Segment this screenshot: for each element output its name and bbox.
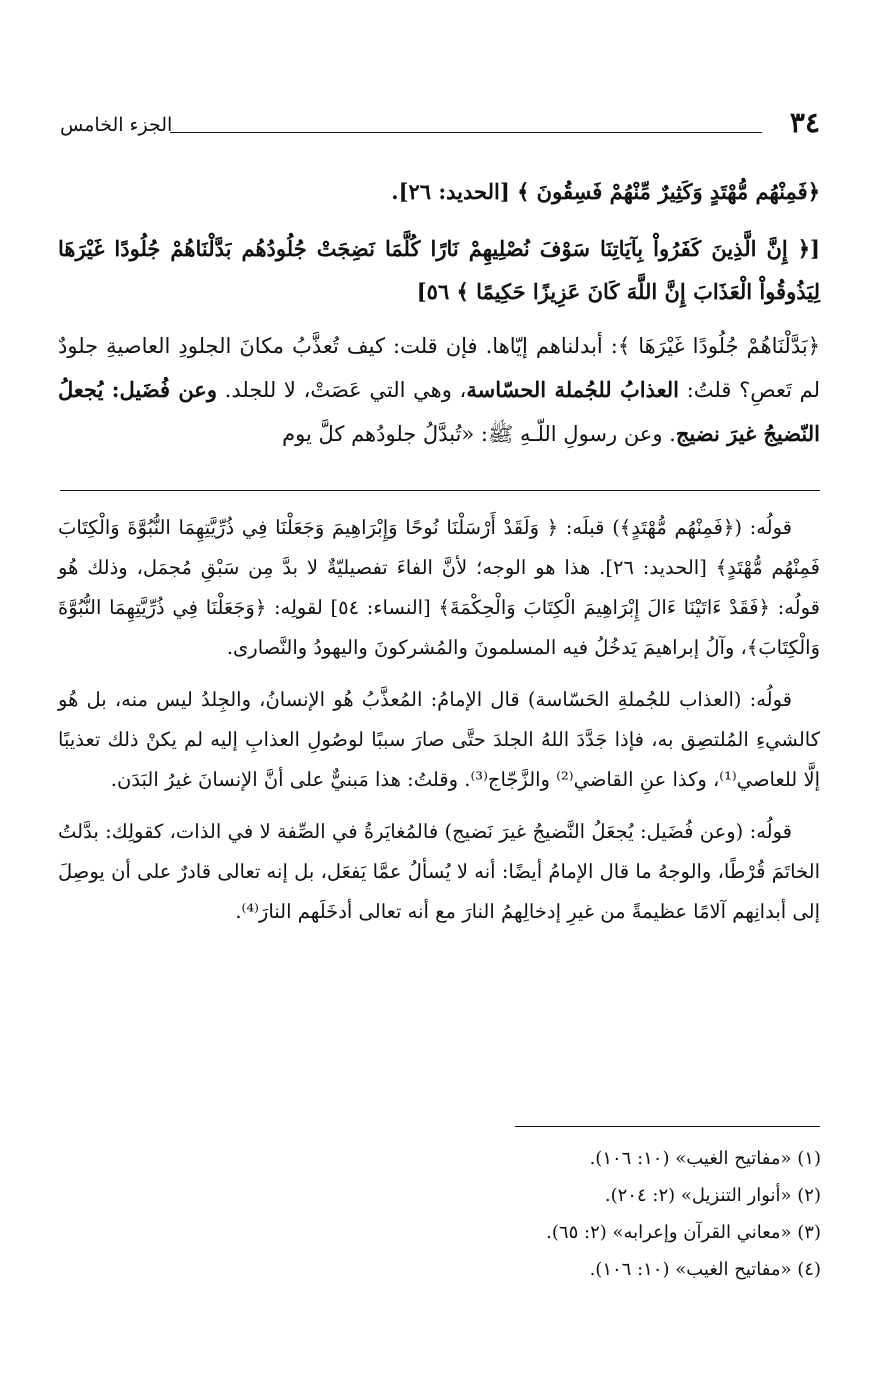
- tafsir-bold-phrase: العذابُ للجُملة الحسّاسة: [466, 377, 680, 402]
- footnote-2: (٢) «أنوار التنزيل» (٢: ٢٠٤).: [604, 1185, 821, 1206]
- header-rule: [170, 132, 762, 133]
- commentary-paragraph-2: قولُه: (العذاب للجُملةِ الحَسّاسة) قال الإمامُ: المُعذَّبُ هُو الإنسانُ، والجِلدُ ليس منه، بل هُو كالشيءِ المُلتصِق به، فإذا جَدَّدَ اللهُ الجلدَ حتَّى صارَ سببًا لوصُولِ العذابِ إليه لم يكنْ ذلك تعذيبًا إلَّا للعاصي⁽¹⁾، وكذا عنِ القاضي⁽²⁾ والزَّجّاج⁽³⁾. وقلتُ: هذا مَبنيٌّ على أنَّ الإنسانَ غيرُ البَدَن.: [58, 688, 820, 791]
- tafsir-hadith: . وعن رسولِ اللّـهِ ﷺ: «تُبدَّلُ جلودُهم كلَّ يوم: [282, 422, 676, 446]
- running-title: الجزء الخامس: [60, 114, 173, 136]
- quran-verse-2: [﴿ إِنَّ الَّذِينَ كَفَرُواْ بِآيَاتِنَا سَوْفَ نُصْلِيهِمْ نَارًا كُلَّمَا نَضِجَتْ جُلُودُهُم بَدَّلْنَاهُمْ جُلُودًا غَيْرَهَا لِيَذُوقُواْ الْعَذَابَ إِنَّ اللَّهَ كَانَ عَزِيزًا حَكِيمًا ﴾ ٥٦]: [58, 236, 820, 304]
- footnote-separator: [515, 1126, 820, 1127]
- page-header: [60, 106, 820, 146]
- footnotes: [321, 1140, 821, 1288]
- commentary-paragraph-1: قولُه: (﴿فَمِنْهُم مُّهْتَدٍ﴾) قبلَه: ﴿ وَلَقَدْ أَرْسَلْنَا نُوحًا وَإِبْرَاهِيمَ وَجَعَلْنَا فِي ذُرِّيَّتِهِمَا النُّبُوَّةَ وَالْكِتَابَ فَمِنْهُم مُّهْتَدٍ﴾ [الحديد: ٢٦]. هذا هو الوجه؛ لأنَّ الفاءَ تفصيليّةٌ لا بدَّ مِن سَبْقِ مُجمَل، وذلك هُو قولُه: ﴿فَقَدْ ءَاتَيْنَا ءَالَ إِبْرَاهِيمَ الْكِتَابَ وَالْحِكْمَةَ﴾ [النساء: ٥٤] لقولِه: ﴿وَجَعَلْنَا فِي ذُرِّيَّتِهِمَا النُّبُوَّةَ وَالْكِتَابَ﴾، وآلُ إبراهيمَ يَدخُلُ فيه المسلمونَ والمُشركونَ واليهودُ والنَّصارى.: [58, 516, 821, 659]
- footnote-1: (١) «مفاتيح الغيب» (١٠: ١٠٦).: [589, 1148, 821, 1169]
- tafsir-text-a: ﴿بَدَّلْنَاهُمْ جُلُودًا غَيْرَهَا ﴾: أبدلناهم إيّاها. فإن قلت: كيف تُعذَّبُ مكانَ الجلودِ العاصيةِ جلودٌ لم تَعصِ؟ قلتُ:: [58, 334, 820, 402]
- tafsir-paragraph: [58, 325, 820, 456]
- tafsir-fudayl-quote: وعن فُضَيل: يُجعلُ النّضيجُ غيرَ نضيج: [58, 377, 820, 446]
- tafsir-text-c: ، وهي التي عَصَتْ، لا للجلد.: [224, 378, 467, 402]
- commentary-paragraph-3: قولُه: (وعن فُضَيل: يُجعَلُ النَّضيجُ غيرَ نَضيج) فالمُغايَرةُ في الصِّفة لا في الذات، كقولِك: بدَّلتُ الخاتَمَ قُرْطًا، والوجهُ ما قال الإمامُ أيضًا: أنه لا يُسألُ عمَّا يَفعَل، بل إنه تعالى قادرٌ على أن يوصِلَ إلى أبدانِهم آلامًا عظيمةً من غيرِ إدخالِهمُ النارَ مع أنه تعالى أدخَلَهم النارَ⁽⁴⁾.: [58, 820, 820, 923]
- footnote-3: (٣) «معاني القرآن وإعرابه» (٢: ٦٥).: [546, 1222, 821, 1243]
- footnote-4: (٤) «مفاتيح الغيب» (١٠: ١٠٦).: [589, 1259, 821, 1280]
- page-number: ٣٤: [789, 106, 820, 139]
- commentary-separator: [60, 490, 820, 491]
- quran-verse-1: ﴿فَمِنْهُم مُّهْتَدٍ وَكَثِيرٌ مِّنْهُمْ فَسِقُونَ ﴾ [الحديد: ٢٦].: [391, 179, 820, 204]
- main-text: [58, 170, 820, 456]
- commentary: [58, 508, 820, 932]
